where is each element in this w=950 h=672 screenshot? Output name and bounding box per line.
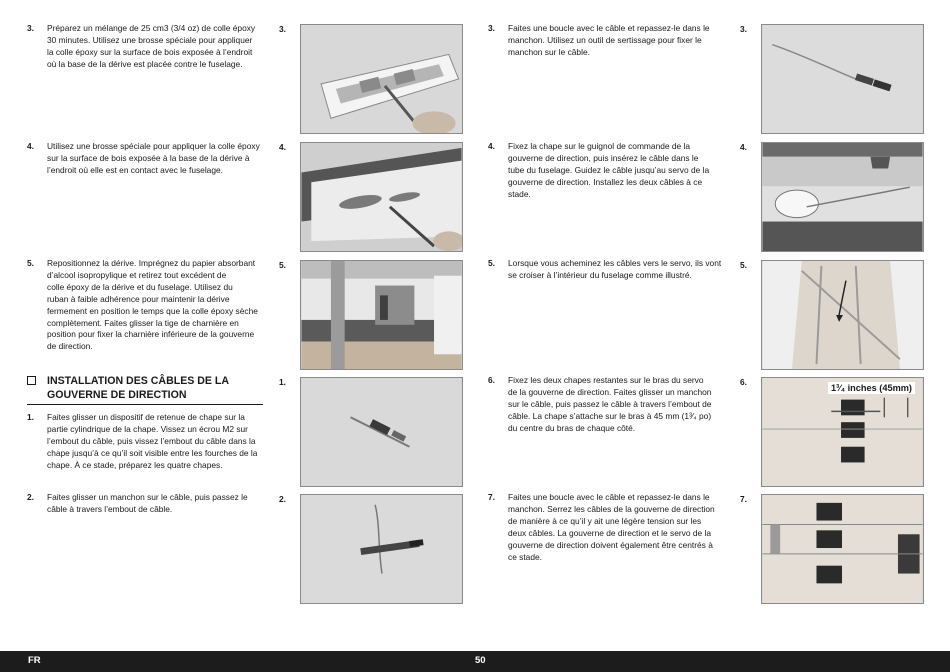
photo-fuselage-interior (761, 260, 924, 370)
step-line: Fixez la chape sur le guignol de commande de la (508, 141, 691, 151)
photo-rudder-horn (761, 142, 924, 252)
photo-fin-taped (300, 260, 463, 370)
section-title (47, 374, 257, 402)
fuselage-photo-illustration (301, 25, 462, 133)
step-line: gouverne de direction doivent également être centrés à (508, 539, 713, 550)
photo-label: 2. (279, 494, 286, 504)
step-number: 6. (488, 375, 495, 385)
step-line: d’alcool isopropylique et retirez tout excédent de (47, 269, 227, 280)
step-number: 5. (27, 258, 34, 268)
step-text (47, 258, 258, 353)
step-line: chape. À ce stade, préparez les quatre chapes. (47, 459, 223, 470)
step-text (47, 492, 248, 516)
step-line: Repositionnez la dérive. Imprégnez du papier absorbant (47, 258, 256, 268)
step-line: Préparez un mélange de 25 cm3 (3/4 oz) de colle époxy (47, 23, 256, 33)
step-line: où la base de la dérive est placée contre le fuselage. (47, 58, 243, 69)
photo-brush-fin (300, 142, 463, 252)
step-line: la colle époxy sur la surface de bois exposée à l’endroit (47, 46, 253, 57)
step-line: l’endroit où elle est en contact avec le fuselage. (47, 164, 223, 175)
photo-sleeve-cable (300, 494, 463, 604)
fin-photo-illustration (301, 143, 462, 251)
step-number: 3. (488, 23, 495, 33)
clevis-illustration (301, 378, 462, 486)
photo-label: 4. (279, 142, 286, 152)
step-line: sur le câble, puis passez le câble à travers l’embout de (508, 398, 712, 409)
photo-label: 3. (740, 24, 747, 34)
step-text (508, 23, 710, 59)
step-number: 4. (27, 141, 34, 151)
step-line: Faites une boucle avec le câble et repassez-le dans le (508, 23, 710, 33)
step-text (47, 23, 255, 71)
step-line: câble à travers l’embout de câble. (47, 503, 173, 514)
measurement-caption: 1³⁄₄ inches (45mm) (828, 382, 915, 394)
step-line: se croiser à l’intérieur du fuselage comme illustré. (508, 269, 692, 280)
photo-label: 3. (279, 24, 286, 34)
step-line: Fixez les deux chapes restantes sur le bras du servo (508, 375, 704, 385)
step-line: Faites glisser un dispositif de retenue de chape sur la (47, 412, 245, 422)
photo-crimp-loop (761, 24, 924, 134)
tension-cables-illustration (762, 495, 923, 603)
step-line: ce stade. (508, 551, 542, 562)
step-line: ruban à faible adhérence pour maintenir la dérive (47, 293, 230, 304)
step-line: manchon sur le câble. (508, 46, 590, 57)
rudder-horn-illustration (762, 143, 923, 251)
step-line: fermement en position le temps que la colle époxy sèche (47, 305, 258, 316)
fuselage-interior-illustration (762, 261, 923, 369)
step-line: gouverne de direction, puis insérez le câble dans le (508, 152, 699, 163)
step-line: de la gouverne de direction. Faites glisser un manchon (508, 386, 712, 397)
step-line: stade. (508, 188, 531, 199)
photo-label: 5. (740, 260, 747, 270)
page-footer (0, 651, 950, 672)
photo-tension-cables (761, 494, 924, 604)
servo-arm-illustration (762, 378, 923, 486)
step-text (508, 258, 721, 282)
step-line: partie cylindrique de la chape. Vissez un écrou M2 sur (47, 423, 248, 434)
step-line: câble. La chape s’attache sur le bras à 45 mm (1³⁄₄ po) (508, 410, 712, 421)
step-number: 1. (27, 412, 34, 422)
step-text (47, 412, 257, 472)
section-title-line: INSTALLATION DES CÂBLES DE LA (47, 375, 230, 387)
step-line: complètement. Faites glisser la tige de charnière en (47, 317, 239, 328)
step-text (508, 141, 709, 201)
step-number: 2. (27, 492, 34, 502)
sleeve-illustration (301, 495, 462, 603)
step-line: tube du fuselage. Guidez le câble jusqu’au servo de la (508, 164, 710, 175)
step-line: de manière à ce qu’il y ait une légère tension sur les (508, 515, 702, 526)
step-line: gouverne de direction. Installez les deux câbles à ce (508, 176, 703, 187)
checkbox-icon (27, 376, 36, 385)
step-line: de direction. (47, 341, 93, 352)
photo-label: 4. (740, 142, 747, 152)
photo-label: 7. (740, 494, 747, 504)
step-line: sur la surface de bois exposée à la base de la dérive à (47, 152, 250, 163)
section-divider (27, 404, 263, 405)
step-line: deux câbles. La gouverne de direction et le servo de la (508, 527, 711, 538)
photo-label: 1. (279, 377, 286, 387)
photo-clevis (300, 377, 463, 487)
step-line: du centre du bras de chaque côté. (508, 422, 636, 433)
step-number: 7. (488, 492, 495, 502)
fin-tape-illustration (301, 261, 462, 369)
step-line: manchon. Serrez les câbles de la gouverne de direction (508, 503, 715, 514)
step-line: 30 minutes. Utilisez une brosse spéciale pour appliquer (47, 34, 253, 45)
step-line: Lorsque vous acheminez les câbles vers le servo, ils vont (508, 258, 722, 268)
photo-label: 5. (279, 260, 286, 270)
photo-servo-arm (761, 377, 924, 487)
step-line: Utilisez une brosse spéciale pour appliquer la colle époxy (47, 141, 260, 151)
step-text (47, 141, 260, 177)
step-number: 4. (488, 141, 495, 151)
step-number: 3. (27, 23, 34, 33)
step-number: 5. (488, 258, 495, 268)
photo-label: 6. (740, 377, 747, 387)
step-text (508, 375, 711, 435)
step-line: position pour fixer la charnière inférieure de la gouverne (47, 329, 255, 340)
language-label: FR (28, 655, 41, 666)
page-number: 50 (475, 655, 486, 666)
step-line: chape jusqu’à ce qu’il soit visible entre les fourches de la (47, 447, 258, 458)
step-text (508, 492, 715, 563)
crimp-illustration (762, 25, 923, 133)
photo-epoxy-fuselage (300, 24, 463, 134)
step-line: manchon. Utilisez un outil de sertissage pour fixer le (508, 34, 702, 45)
step-line: Faites une boucle avec le câble et repassez-le dans le (508, 492, 710, 502)
step-line: l’embout du câble, puis vissez l’embout du câble dans la (47, 435, 256, 446)
step-line: colle époxy de la dérive et du fuselage. Utilisez du (47, 281, 233, 292)
step-line: Faites glisser un manchon sur le câble, puis passez le (47, 492, 248, 502)
section-title-line: GOUVERNE DE DIRECTION (47, 389, 187, 401)
